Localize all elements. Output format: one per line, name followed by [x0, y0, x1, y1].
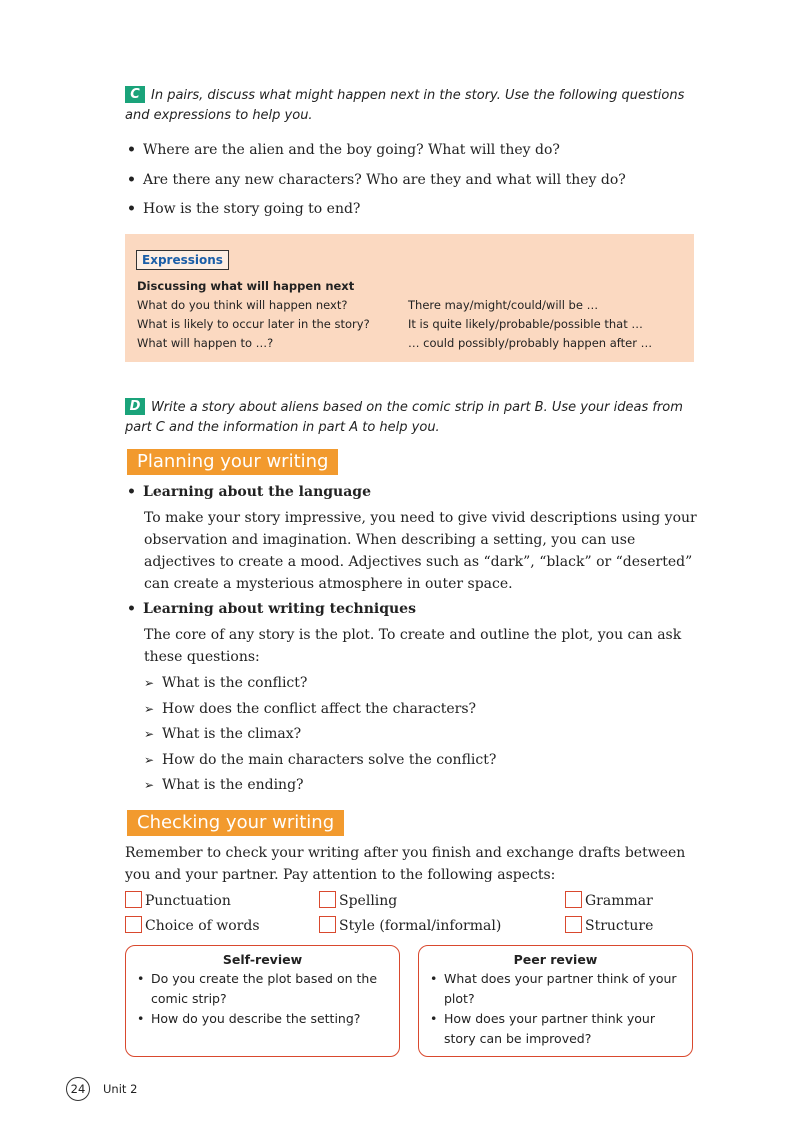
section-d-instruction — [125, 398, 700, 438]
grammar-checkbox[interactable] — [565, 891, 582, 908]
plot-question-item: ➢ How does the conflict affect the characters? — [144, 697, 694, 723]
language-point — [125, 483, 695, 501]
expressions-tag: Expressions — [136, 250, 229, 270]
section-c-badge: C — [125, 86, 145, 103]
expression-item: It is quite likely/probable/possible that … — [408, 317, 643, 331]
aspect-label: Grammar — [585, 893, 653, 909]
plot-question-item: ➢ What is the conflict? — [144, 671, 694, 697]
checking-text: Remember to check your writing after you finish and exchange drafts between you and your partner. Pay attention to the following aspects: — [125, 845, 686, 883]
section-c-instruction — [125, 86, 695, 126]
checking-heading: Checking your writing — [127, 810, 344, 836]
peer-review-title: Peer review — [513, 952, 598, 967]
expressions-box — [125, 234, 694, 362]
language-title: • Learning about the language — [125, 483, 695, 501]
techniques-point — [125, 600, 695, 618]
self-review-item: • Do you create the plot based on the comic strip? — [134, 969, 391, 1009]
peer-review-item: • What does your partner think of your plot? — [427, 969, 684, 1009]
expression-item: … could possibly/probably happen after … — [408, 336, 653, 350]
aspect-spelling — [319, 890, 397, 912]
plot-question-item: ➢ What is the climax? — [144, 722, 694, 748]
expression-item: What do you think will happen next? — [137, 298, 348, 312]
expression-item: What will happen to …? — [137, 336, 274, 350]
aspect-label: Structure — [585, 918, 654, 934]
self-review-list — [134, 969, 391, 1029]
plot-question-item: ➢ What is the ending? — [144, 773, 694, 799]
aspect-punctuation — [125, 890, 231, 912]
section-d-instruction-text: Write a story about aliens based on the comic strip in part B. Use your ideas from part C and the information in part A to help you. — [125, 400, 683, 435]
plot-questions — [144, 671, 694, 799]
language-text: To make your story impressive, you need to give vivid descriptions using your observation and imagination. When describing a setting, you can use adjectives to create a mood. Adjectives such as “dark”, “black” or “deserted” can create a mysterious atmosphere in outer space. — [144, 510, 697, 592]
aspect-structure — [565, 915, 653, 937]
style-checkbox[interactable] — [319, 916, 336, 933]
techniques-title: • Learning about writing techniques — [125, 600, 695, 618]
question-item: • How is the story going to end? — [125, 200, 695, 230]
peer-review-item: • How does your partner think your story can be improved? — [427, 1009, 684, 1049]
expressions-left-column — [137, 296, 370, 353]
expressions-subtitle: Discussing what will happen next — [137, 279, 355, 293]
expression-item: What is likely to occur later in the story? — [137, 317, 370, 331]
self-review-title: Self-review — [222, 952, 303, 967]
section-c-instruction-text: In pairs, discuss what might happen next in the story. Use the following questions and expressions to help you. — [125, 88, 685, 123]
question-item: • Are there any new characters? Who are they and what will they do? — [125, 171, 695, 201]
aspect-label: Choice of words — [145, 918, 260, 934]
choice-of-words-checkbox[interactable] — [125, 916, 142, 933]
expressions-right-column — [408, 296, 652, 353]
self-review-box — [125, 945, 400, 1057]
peer-review-box — [418, 945, 693, 1057]
page-number: 24 — [66, 1077, 90, 1101]
techniques-text: The core of any story is the plot. To create and outline the plot, you can ask these questions: — [144, 627, 682, 665]
self-review-item: • How do you describe the setting? — [134, 1009, 391, 1029]
planning-heading: Planning your writing — [127, 449, 338, 475]
plot-question-item: ➢ How do the main characters solve the conflict? — [144, 748, 694, 774]
spelling-checkbox[interactable] — [319, 891, 336, 908]
section-d-badge: D — [125, 398, 145, 415]
unit-label: Unit 2 — [103, 1082, 138, 1096]
question-item: • Where are the alien and the boy going? What will they do? — [125, 141, 695, 171]
aspect-choice-of-words — [125, 915, 260, 937]
expression-item: There may/might/could/will be … — [408, 298, 599, 312]
peer-review-list — [427, 969, 684, 1049]
aspect-label: Punctuation — [145, 893, 231, 909]
aspect-grammar — [565, 890, 653, 912]
punctuation-checkbox[interactable] — [125, 891, 142, 908]
aspect-style — [319, 915, 501, 937]
discussion-questions — [125, 141, 695, 230]
aspect-label: Spelling — [339, 893, 398, 909]
structure-checkbox[interactable] — [565, 916, 582, 933]
aspect-label: Style (formal/informal) — [339, 918, 502, 934]
